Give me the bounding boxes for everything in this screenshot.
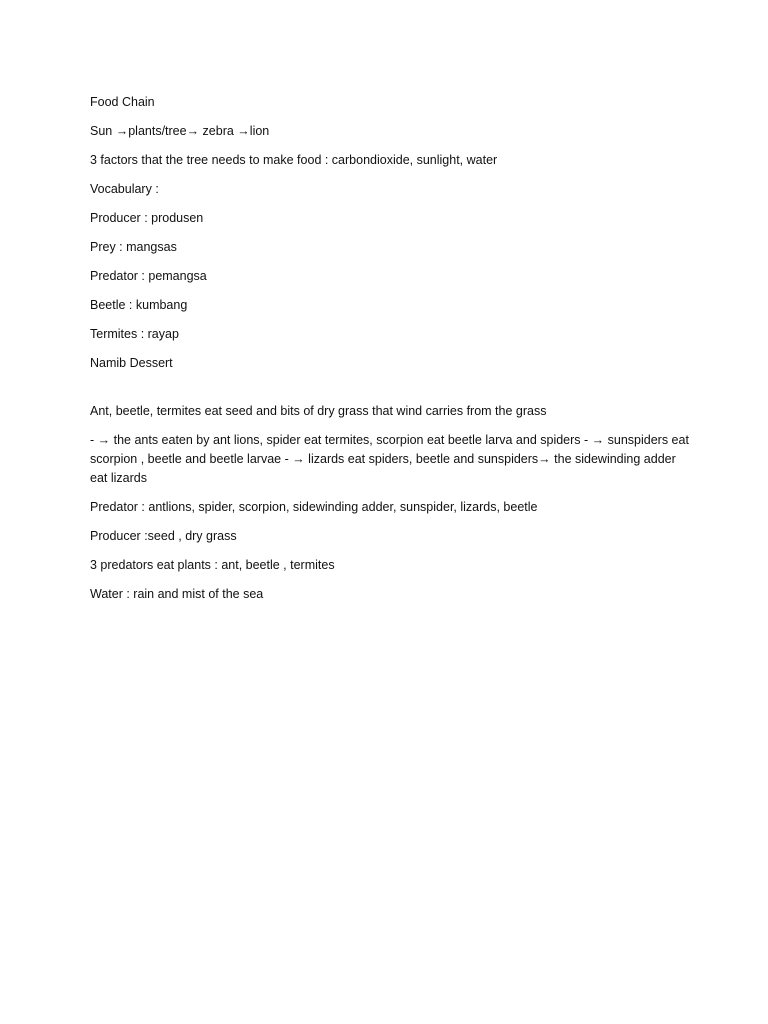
- food-chain-line: Sun →plants/tree→ zebra →lion: [90, 124, 270, 138]
- vocab-termites: Termites : rayap: [90, 327, 179, 341]
- namib-producers-line: Ant, beetle, termites eat seed and bits of dry grass that wind carries from the grass: [90, 404, 547, 418]
- vocabulary-heading: Vocabulary :: [90, 182, 159, 196]
- vocab-beetle: Beetle : kumbang: [90, 298, 188, 312]
- namib-plant-eaters-line: 3 predators eat plants : ant, beetle , termites: [90, 558, 335, 572]
- doc-title: Food Chain: [90, 95, 155, 109]
- tree-factors-line: 3 factors that the tree needs to make food : carbondioxide, sunlight, water: [90, 153, 498, 167]
- vocab-producer: Producer : produsen: [90, 211, 204, 225]
- namib-water-line: Water : rain and mist of the sea: [90, 587, 264, 601]
- namib-chain-paragraph: - → the ants eaten by ant lions, spider eat termites, scorpion eat beetle larva and spiders - → sunspiders eat scorpion , beetle and beetle larvae - → lizards eat spiders, beetle and sunspiders→ the sidewinding adder eat lizards: [90, 433, 689, 485]
- blank-line: [90, 383, 690, 402]
- vocab-predator: Predator : pemangsa: [90, 269, 207, 283]
- vocab-prey: Prey : mangsas: [90, 240, 177, 254]
- document-body: [90, 93, 690, 614]
- namib-predators-line: Predator : antlions, spider, scorpion, sidewinding adder, sunspider, lizards, beetle: [90, 500, 538, 514]
- namib-heading: Namib Dessert: [90, 356, 173, 370]
- namib-producer-line: Producer :seed , dry grass: [90, 529, 237, 543]
